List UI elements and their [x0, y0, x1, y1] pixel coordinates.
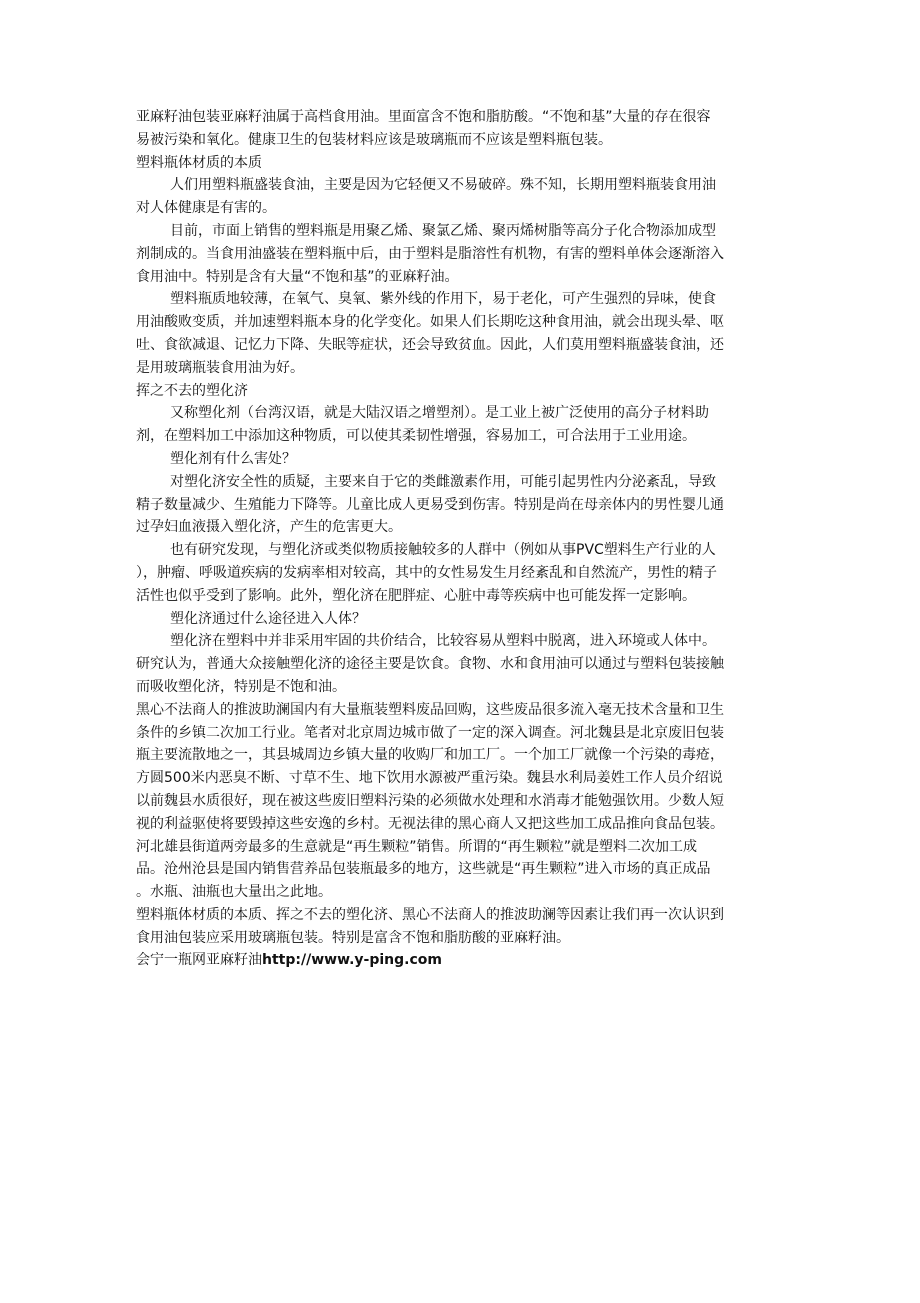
paragraph-line: 塑料瓶体材质的本质、挥之不去的塑化济、黑心不法商人的推波助澜等因素让我们再一次认识到 [136, 906, 724, 923]
paragraph-line: 对塑化济安全性的质疑，主要来自于它的类雌激素作用，可能引起男性内分泌紊乱，导致 [170, 473, 716, 490]
paragraph-line: 吐、食欲减退、记忆力下降、失眠等症状，还会导致贫血。因此，人们莫用塑料瓶盛装食油，还 [136, 336, 724, 353]
paragraph-line: 方圆500米内恶臭不断、寸草不生、地下饮用水源被严重污染。魏县水利局姜姓工作人员介绍说 [136, 770, 723, 787]
paragraph-line: 品。沧州沧县是国内销售营养品包装瓶最多的地方，这些就是“再生颗粒”进入市场的真正成品 [136, 861, 711, 878]
paragraph-line: 而吸收塑化济，特别是不饱和油。 [136, 678, 346, 695]
paragraph-line: 精子数量减少、生殖能力下降等。儿童比成人更易受到伤害。特别是尚在母亲体内的男性婴儿通 [136, 496, 724, 513]
paragraph-line: 以前魏县水质很好，现在被这些废旧塑料污染的必须做水处理和水消毒才能勉强饮用。少数人短 [136, 792, 724, 809]
paragraph-line: 也有研究发现，与塑化济或类似物质接触较多的人群中（例如从事PVC塑料生产行业的人 [170, 542, 716, 559]
paragraph-line: 活性也似乎受到了影响。此外，塑化济在肥胖症、心脏中毒等疾病中也可能发挥一定影响。 [136, 587, 696, 604]
paragraph-line: 瓶主要流散地之一，其县城周边乡镇大量的收购厂和加工厂。一个加工厂就像一个污染的毒疮， [136, 747, 724, 764]
footer-line [136, 949, 786, 972]
paragraph-line: 食用油中。特别是含有大量“不饱和基”的亚麻籽油。 [136, 268, 459, 285]
paragraph-line: 剂制成的。当食用油盛装在塑料瓶中后，由于塑料是脂溶性有机物，有害的塑料单体会逐渐溶入 [136, 245, 724, 262]
footer-text: 会宁一瓶网亚麻籽油 [136, 952, 262, 969]
paragraph-line: 。水瓶、油瓶也大量出之此地。 [136, 884, 332, 901]
paragraph-line: 易被污染和氧化。健康卫生的包装材料应该是玻璃瓶而不应该是塑料瓶包装。 [136, 131, 612, 148]
paragraph-line: ），肿瘤、呼吸道疾病的发病率相对较高，其中的女性易发生月经紊乱和自然流产，男性的精子 [136, 564, 717, 581]
paragraph-line: 用油酸败变质，并加速塑料瓶本身的化学变化。如果人们长期吃这种食用油，就会出现头晕、呕 [136, 314, 724, 331]
paragraph-line: 亚麻籽油包装亚麻籽油属于高档食用油。里面富含不饱和脂肪酸。“不饱和基”大量的存在很容 [136, 109, 711, 125]
paragraph-line: 塑化济在塑料中并非采用牢固的共价结合，比较容易从塑料中脱离，进入环境或人体中。 [170, 633, 716, 650]
paragraph-line: 剂，在塑料加工中添加这种物质，可以使其柔韧性增强，容易加工，可合法用于工业用途。 [136, 428, 696, 445]
paragraph-line: 条件的乡镇二次加工行业。笔者对北京周边城市做了一定的深入调查。河北魏县是北京废旧包装 [136, 724, 724, 741]
paragraph-line: 食用油包装应采用玻璃瓶包装。特别是富含不饱和脂肪酸的亚麻籽油。 [136, 929, 570, 946]
section-subheading: 塑化济通过什么途径进入人体？ [170, 610, 366, 627]
footer-url-link[interactable]: http://www.y-ping.com [262, 952, 442, 969]
section-heading: 塑料瓶体材质的本质 [136, 154, 262, 171]
section-subheading: 塑化剂有什么害处？ [170, 450, 296, 467]
paragraph-line: 过孕妇血液摄入塑化济，产生的危害更大。 [136, 519, 402, 536]
paragraph-line: 人们用塑料瓶盛装食油，主要是因为它轻便又不易破碎。殊不知，长期用塑料瓶装食用油 [170, 177, 716, 194]
paragraph-line: 是用玻璃瓶装食用油为好。 [136, 359, 304, 376]
section-heading: 挥之不去的塑化济 [136, 382, 248, 399]
paragraph-line: 黑心不法商人的推波助澜国内有大量瓶装塑料废品回购，这些废品很多流入毫无技术含量和卫生 [136, 701, 724, 718]
paragraph-line: 视的利益驱使将要毁掉这些安逸的乡村。无视法律的黑心商人又把这些加工成品推向食品包装。 [136, 815, 724, 832]
paragraph-line: 研究认为，普通大众接触塑化济的途径主要是饮食。食物、水和食用油可以通过与塑料包装接触 [136, 656, 724, 673]
paragraph-line: 河北雄县街道两旁最多的生意就是“再生颗粒”销售。所谓的“再生颗粒”就是塑料二次加工成 [136, 838, 698, 855]
paragraph-line: 目前，市面上销售的塑料瓶是用聚乙烯、聚氯乙烯、聚丙烯树脂等高分子化合物添加成型 [170, 222, 716, 239]
document-page [136, 106, 786, 972]
paragraph-line: 又称塑化剂（台湾汉语，就是大陆汉语之增塑剂）。是工业上被广泛使用的高分子材料助 [170, 405, 709, 422]
paragraph-line: 对人体健康是有害的。 [136, 200, 276, 217]
paragraph-line: 塑料瓶质地较薄，在氧气、臭氧、紫外线的作用下，易于老化，可产生强烈的异味，使食 [170, 291, 716, 308]
